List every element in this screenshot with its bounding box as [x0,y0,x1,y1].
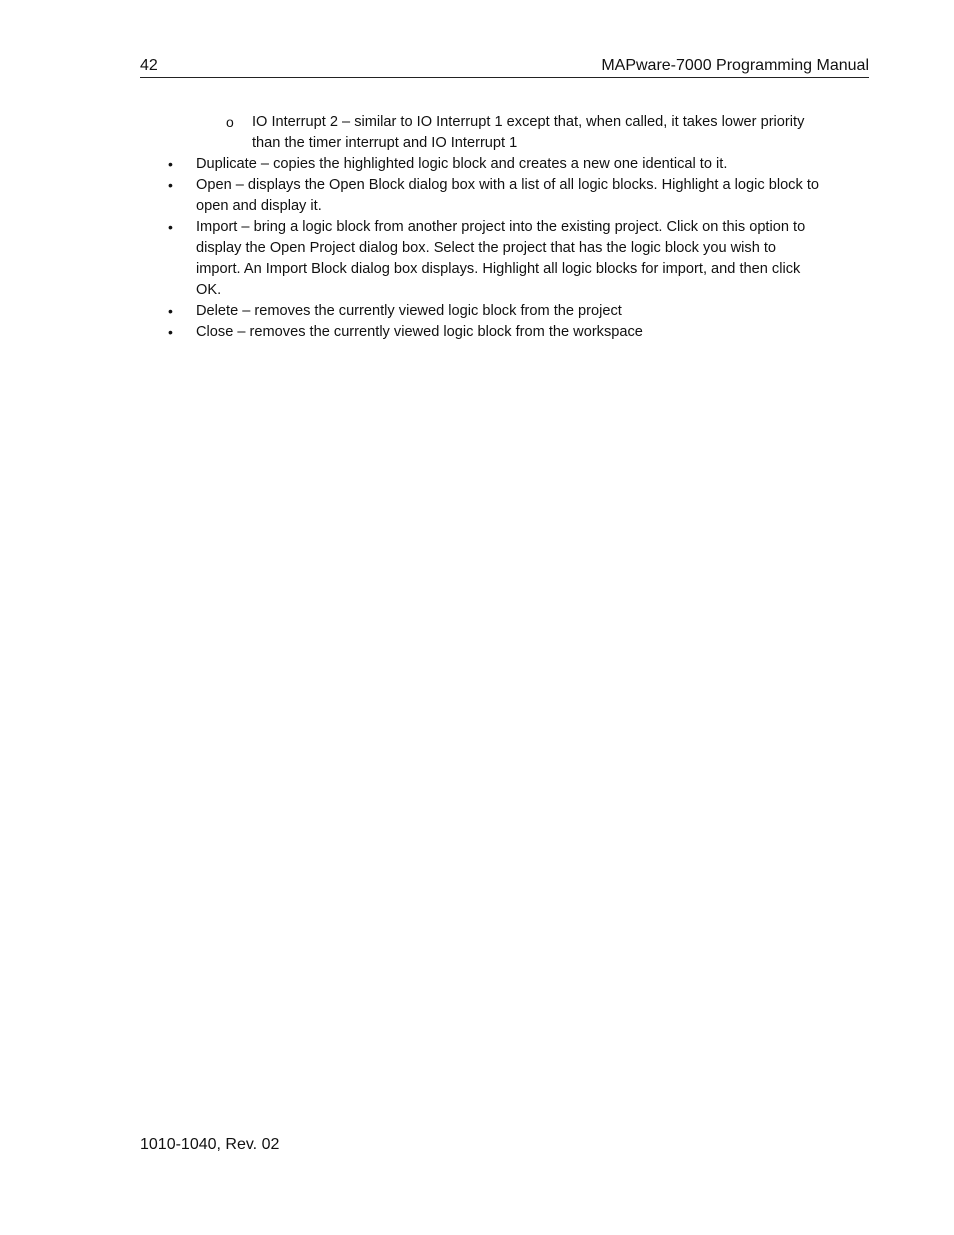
bullet-icon: • [168,303,173,319]
list-item-text: Open – displays the Open Block dialog box with a list of all logic blocks. Highlight a logic block to open and display it. [196,177,819,214]
page-content [140,112,820,343]
bullet-icon: • [168,324,173,340]
list-item-delete [140,301,820,322]
hollow-circle-bullet-icon: o [226,114,234,130]
page-number: 42 [140,57,158,74]
list-item-text: IO Interrupt 2 – similar to IO Interrupt 1 except that, when called, it takes lower priority than the timer interrupt and IO Interrupt 1 [252,114,805,151]
page-footer [140,1136,279,1154]
list-item-close [140,322,820,343]
list-item-duplicate [140,154,820,175]
list-item-text: Import – bring a logic block from another project into the existing project. Click on this option to display the Open Project dialog box. Select the project that has the logic block you wish to import. An Import Block dialog box displays. Highlight all logic blocks for import, and then click OK. [196,219,806,298]
bullet-icon: • [168,219,173,235]
list-item-open [140,175,820,217]
document-title: MAPware-7000 Programming Manual [601,57,869,74]
list-item-import [140,217,820,301]
sub-list-item-io-interrupt-2 [140,112,820,154]
bullet-icon: • [168,177,173,193]
list-item-text: Delete – removes the currently viewed logic block from the project [196,303,622,319]
list-item-text: Close – removes the currently viewed logic block from the workspace [196,324,643,340]
document-number: 1010-1040, Rev. 02 [140,1136,280,1153]
bullet-icon: • [168,156,173,172]
list-item-text: Duplicate – copies the highlighted logic block and creates a new one identical to it. [196,156,728,172]
page-header [140,56,869,78]
